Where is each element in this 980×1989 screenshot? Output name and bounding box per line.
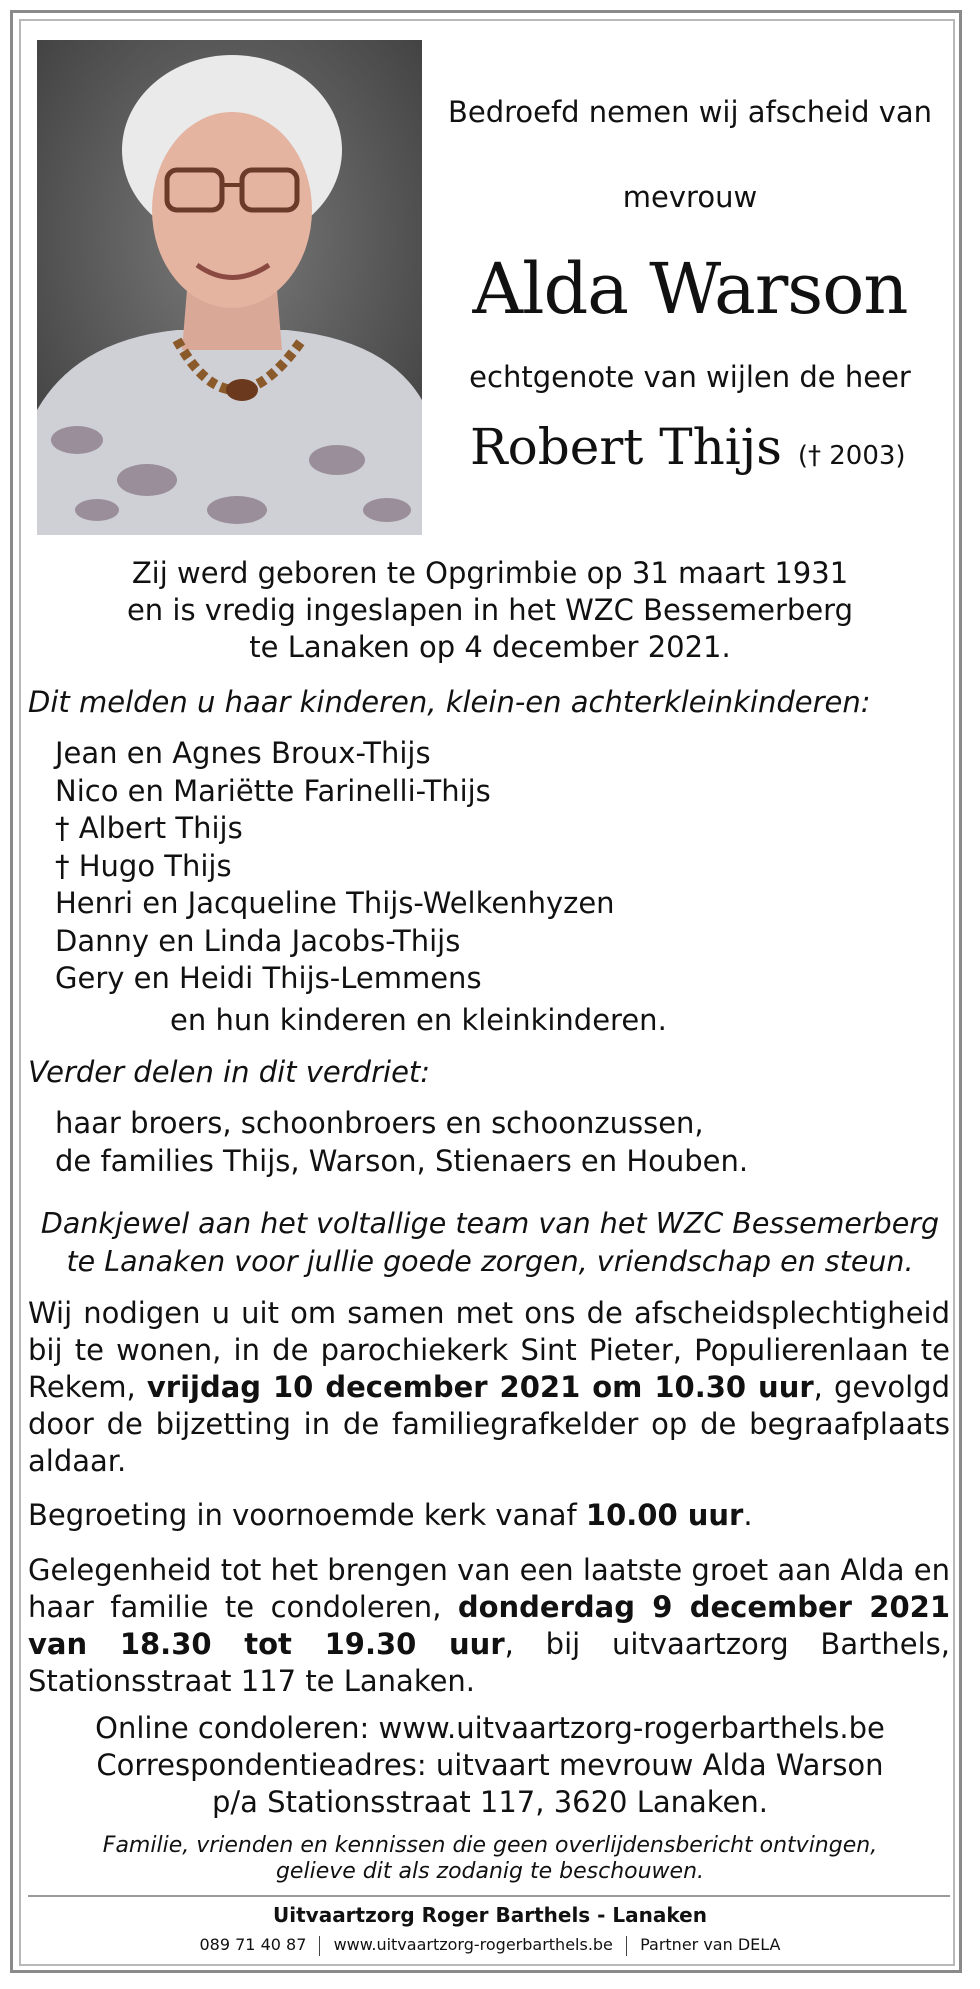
family-tail: en hun kinderen en kleinkinderen. (170, 1003, 667, 1037)
spouse-name: Robert Thijs (470, 418, 782, 476)
relatives-intro: Verder delen in dit verdriet: (28, 1055, 431, 1089)
partner-text: Partner van DELA (640, 1935, 781, 1954)
greeting-text: Begroeting in voornoemde kerk vanaf (28, 1498, 586, 1532)
separator (319, 1936, 320, 1956)
thanks-line: te Lanaken voor jullie goede zorgen, vriendschap en steun. (66, 1245, 914, 1278)
ceremony-date: vrijdag 10 december 2021 om 10.30 uur (146, 1370, 814, 1404)
footnote-line: gelieve dit als zodanig te beschouwen. (275, 1859, 705, 1884)
list-item: † Albert Thijs (55, 811, 243, 845)
thanks-block (20, 1205, 960, 1281)
family-list (55, 735, 615, 998)
online-block (20, 1710, 960, 1821)
thanks-line: Dankjewel aan het voltallige team van het WZC Bessemerberg (40, 1207, 940, 1240)
visit-paragraph (28, 1552, 950, 1700)
bio-block (40, 555, 940, 666)
online-condolence: Online condoleren: www.uitvaartzorg-rogerbarthels.be (95, 1711, 885, 1745)
bio-line: Zij werd geboren te Opgrimbie op 31 maart 1931 (131, 556, 849, 590)
title-text: mevrouw (622, 180, 758, 214)
visit-text-end: , bij uitvaartzorg Barthels, Stationsstraat 117 te Lanaken. (28, 1627, 950, 1698)
deceased-name: Alda Warson (472, 248, 908, 330)
ceremony-paragraph (28, 1295, 950, 1480)
website-link[interactable]: www.uitvaartzorg-rogerbarthels.be (333, 1935, 613, 1954)
greeting-text-end: . (743, 1498, 753, 1532)
phone-number: 089 71 40 87 (199, 1935, 307, 1954)
list-item: de families Thijs, Warson, Stienaers en Houben. (55, 1143, 749, 1178)
visit-text: Gelegenheid tot het brengen van een laatste groet aan Alda en haar familie te condoleren, (28, 1553, 950, 1624)
list-item: Danny en Linda Jacobs-Thijs (55, 923, 461, 958)
separator (626, 1936, 627, 1956)
list-item: haar broers, schoonbroers en schoonzussen, (55, 1106, 704, 1140)
portrait-photo (37, 40, 422, 535)
family-intro: Dit melden u haar kinderen, klein-en achterkleinkinderen: (28, 685, 871, 719)
postal-address: p/a Stationsstraat 117, 3620 Lanaken. (212, 1785, 768, 1819)
intro-text: Bedroefd nemen wij afscheid van (447, 95, 933, 129)
correspondence-address: Correspondentieadres: uitvaart mevrouw Alda Warson (96, 1748, 884, 1782)
greeting-time: 10.00 uur (585, 1498, 744, 1532)
greeting-paragraph (28, 1497, 950, 1534)
visit-date: donderdag 9 december 2021 van 18.30 tot 19.30 uur (28, 1590, 950, 1661)
bio-line: te Lanaken op 4 december 2021. (249, 630, 731, 664)
list-item: Nico en Mariëtte Farinelli-Thijs (55, 773, 491, 808)
bio-line: en is vredig ingeslapen in het WZC Bessemerberg (126, 593, 854, 627)
list-item: † Hugo Thijs (55, 848, 232, 883)
footer-divider (28, 1895, 950, 1897)
ceremony-text-end: , gevolgd door de bijzetting in de familiegrafkelder op de begraafplaats aldaar. (28, 1370, 950, 1478)
list-item: Gery en Heidi Thijs-Lemmens (55, 961, 482, 995)
list-item: Henri en Jacqueline Thijs-Welkenhyzen (55, 886, 615, 920)
list-item: Jean en Agnes Broux-Thijs (55, 736, 431, 770)
funeral-home-name: Uitvaartzorg Roger Barthels - Lanaken (273, 1903, 707, 1927)
footnote (20, 1833, 960, 1885)
ceremony-text: Wij nodigen u uit om samen met ons de afscheidsplechtigheid bij te wonen, in de parochiekerk Sint Pieter, Populierenlaan te Rekem, (28, 1296, 950, 1404)
footer-contact (20, 1935, 960, 1956)
relatives-list (55, 1105, 748, 1180)
spouse-intro: echtgenote van wijlen de heer (469, 360, 911, 394)
footnote-line: Familie, vrienden en kennissen die geen overlijdensbericht ontvingen, (102, 1833, 878, 1858)
spouse-year: († 2003) (797, 441, 906, 471)
spouse-line (470, 418, 906, 476)
